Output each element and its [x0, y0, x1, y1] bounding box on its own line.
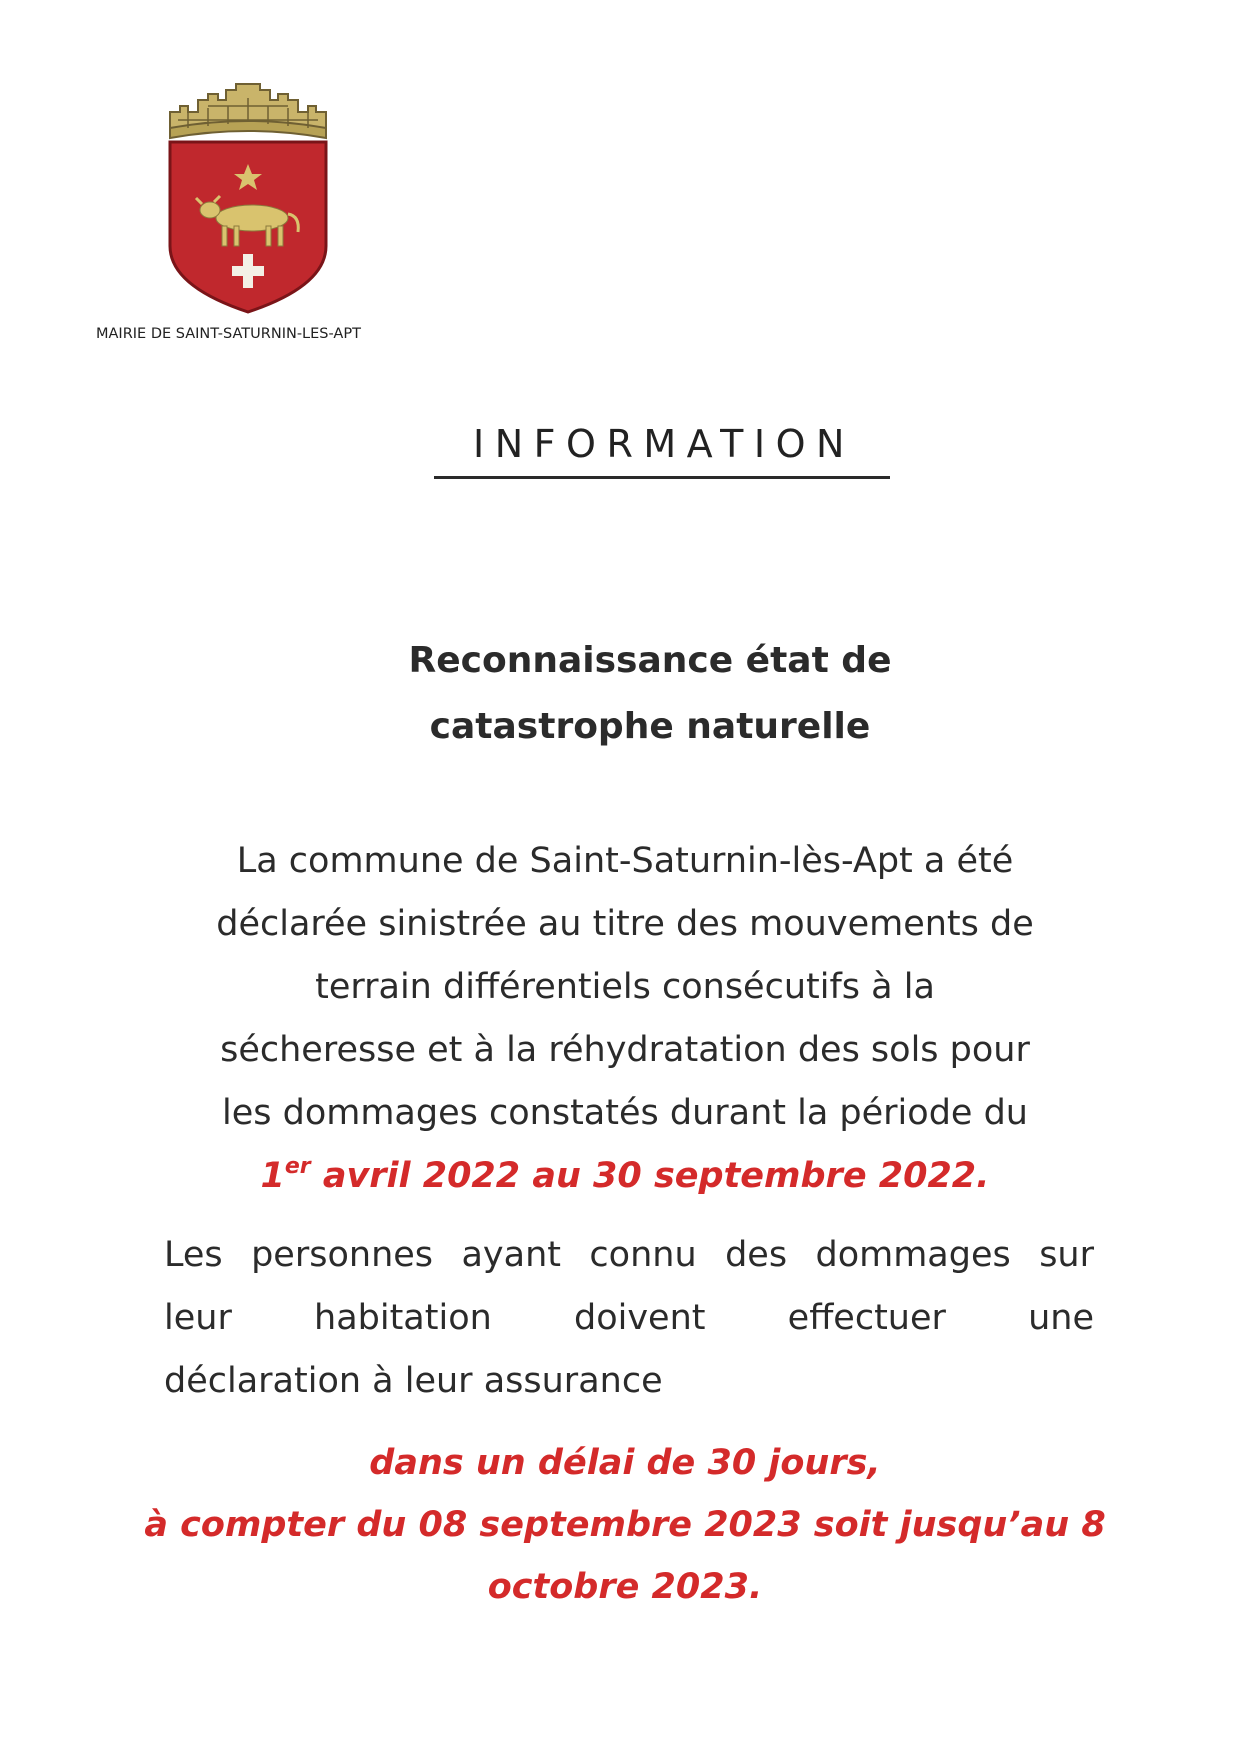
deadline-line: octobre 2023. [487, 1567, 763, 1607]
deadline-highlight [110, 1432, 1140, 1618]
subtitle [320, 628, 980, 760]
paragraph-line: les dommages constatés durant la période du [222, 1093, 1028, 1133]
declaration-paragraph [150, 830, 1100, 1208]
deadline-line: dans un délai de 30 jours, [369, 1443, 881, 1483]
mairie-label: MAIRIE DE SAINT-SATURNIN-LES-APT [96, 326, 361, 342]
period-day: 1 [260, 1156, 285, 1196]
paragraph-line: Les personnes ayant connu des dommages sur [164, 1235, 1094, 1275]
paragraph-line: déclarée sinistrée au titre des mouvements de [216, 904, 1034, 944]
title-underline [434, 476, 890, 479]
paragraph-line: déclaration à leur assurance [164, 1361, 663, 1401]
deadline-line: à compter du 08 septembre 2023 soit jusqu’au 8 [144, 1505, 1106, 1545]
period-text: avril 2022 au 30 septembre 2022. [310, 1156, 990, 1196]
paragraph-line: La commune de Saint-Saturnin-lès-Apt a été [236, 841, 1014, 881]
page-title: INFORMATION [473, 422, 855, 466]
town-coat-of-arms-icon [148, 76, 348, 316]
instructions-paragraph [164, 1224, 1094, 1413]
period-ordinal: er [284, 1154, 311, 1179]
paragraph-line: leur habitation doivent effectuer une [164, 1298, 1094, 1338]
period-highlight [150, 1145, 1100, 1208]
shield-icon [170, 142, 326, 312]
mural-crown-icon [170, 84, 326, 138]
subtitle-line: catastrophe naturelle [429, 706, 871, 747]
paragraph-line: sécheresse et à la réhydratation des sols pour [220, 1030, 1030, 1070]
paragraph-line: terrain différentiels consécutifs à la [315, 967, 935, 1007]
subtitle-line: Reconnaissance état de [408, 640, 892, 681]
